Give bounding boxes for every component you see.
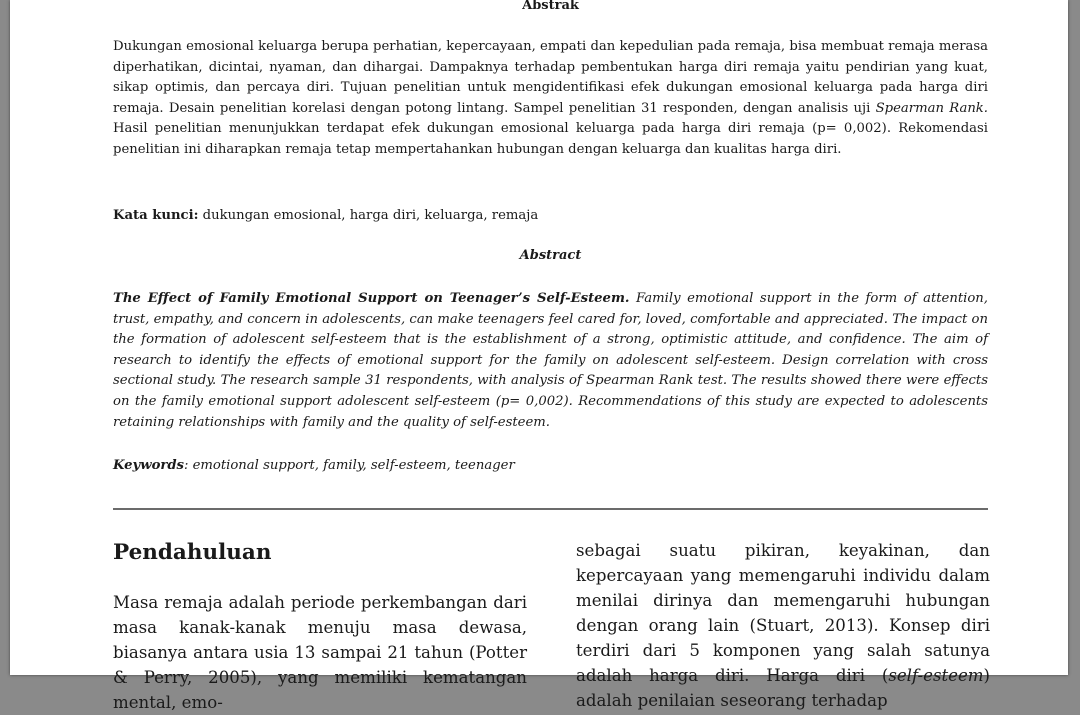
abstract-heading: Abstract xyxy=(519,248,582,263)
paper-page xyxy=(10,0,1068,712)
right-column-text: sebagai suatu pikiran, keyakinan, dan kepercayaan yang memengaruhi individu dalam menilai dirinya dan memengaruhi hubungan dengan orang lain (Stuart, 2013). Konsep diri terdiri dari 5 komponen yang salah satunya adalah harga diri. Harga diri (self-esteem) adalah penilaian seseorang terhadap xyxy=(576,541,990,710)
left-column-text: Masa remaja adalah periode perkembangan dari masa kanak-kanak menuju masa dewasa, biasanya antara usia 13 sampai 21 tahun (Potter & Perry, 2005), yang memiliki kematangan mental, emo- xyxy=(113,593,527,712)
abstrak-heading: Abstrak xyxy=(522,0,579,13)
abstrak-keywords: Kata kunci: dukungan emosional, harga diri, keluarga, remaja xyxy=(113,208,539,223)
section-title: Pendahuluan xyxy=(113,540,272,565)
abstrak-body: Dukungan emosional keluarga berupa perhatian, kepercayaan, empati dan kepedulian pada remaja, bisa membuat remaja merasa diperhatikan, dicintai, nyaman, dan dihargai. Dampaknya terhadap pembentukan harga diri remaja yaitu pendirian yang kuat, sikap optimis, dan percaya diri. Tujuan penelitian untuk mengidentifikasi efek dukungan emosional keluarga pada harga diri remaja. Desain penelitian korelasi dengan potong lintang. Sampel penelitian 31 responden, dengan analisis uji Spearman Rank. Hasil penelitian menunjukkan terdapat efek dukungan emosional keluarga pada harga diri remaja (p= 0,002). Rekomendasi penelitian ini diharapkan remaja tetap mempertahankan hubungan dengan keluarga dan kualitas harga diri. xyxy=(113,39,988,157)
abstract-body: The Effect of Family Emotional Support on Teenager’s Self-Esteem. Family emotional support in the form of attention, trust, empathy, and concern in adolescents, can make teenagers feel cared for, loved, comfortable and appreciated. The impact on the formation of adolescent self-esteem that is the establishment of a strong, optimistic attitude, and confidence. The aim of research to identify the effects of emotional support for the family on adolescent self-esteem. Design correlation with cross sectional study. The research sample 31 respondents, with analysis of Spearman Rank test. The results showed there were effects on the family emotional support adolescent self-esteem (p= 0,002). Recommendations of this study are expected to adolescents retaining relationships with family and the quality of self-esteem. xyxy=(113,291,988,430)
section-divider xyxy=(113,508,988,510)
abstract-keywords: Keywords: emotional support, family, self-esteem, teenager xyxy=(113,458,515,473)
